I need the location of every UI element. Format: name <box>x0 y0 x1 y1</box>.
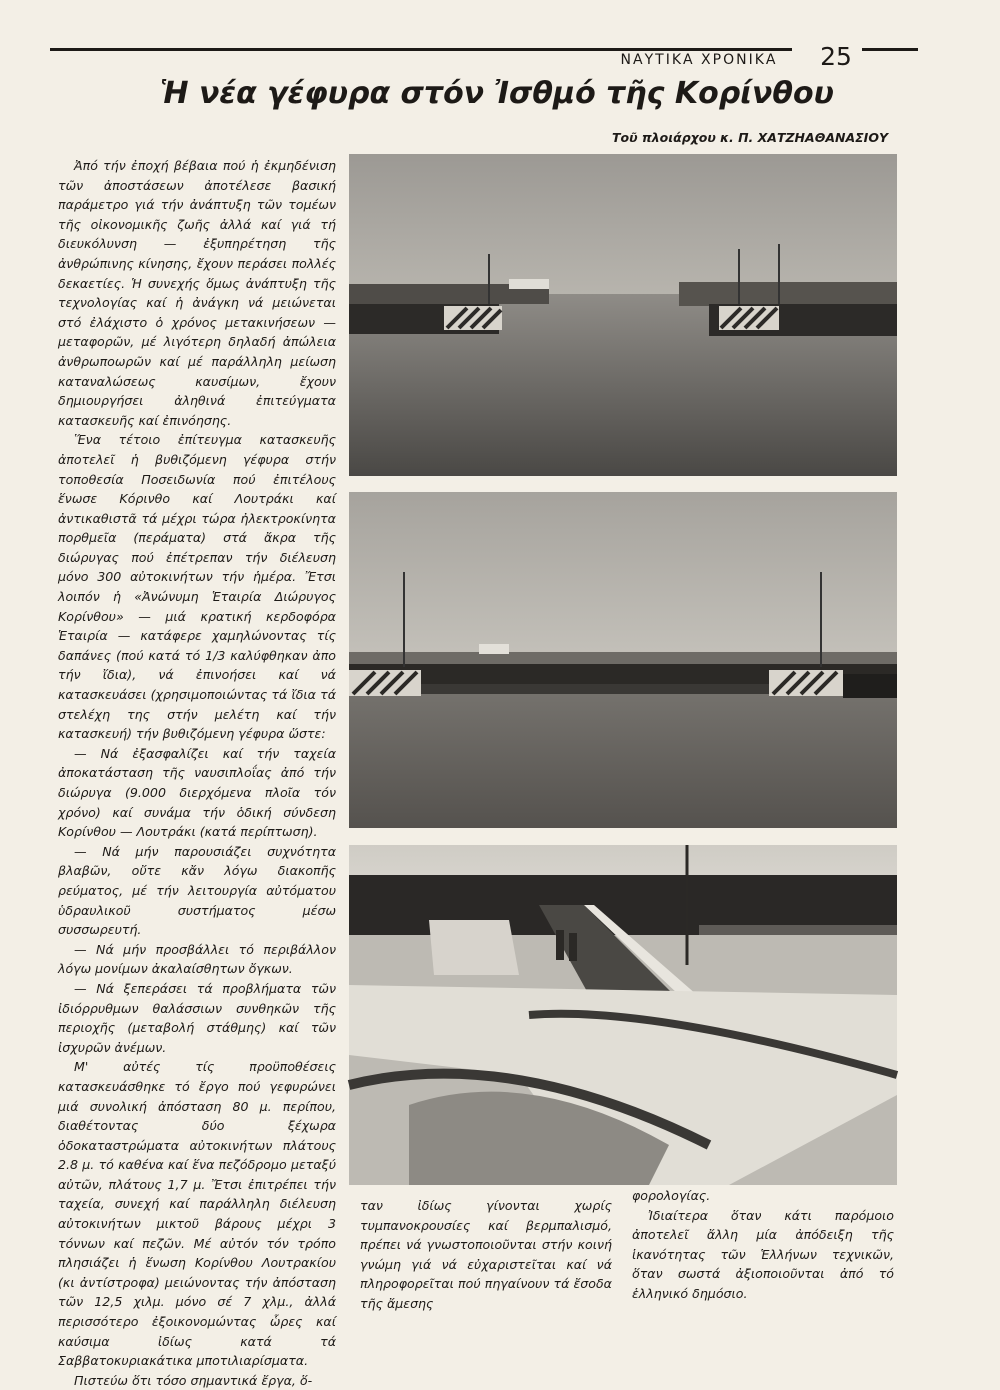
magazine-name: ΝΑΥΤΙΚΑ ΧΡΟΝΙΚΑ <box>620 52 778 68</box>
header-rule-left <box>50 48 792 51</box>
left-text-column <box>58 156 336 1388</box>
article-byline: Τοῦ πλοιάρχου κ. Π. ΧΑΤΖΗΑΘΑΝΑΣΙΟΥ <box>611 130 888 145</box>
header-rule-right <box>862 48 918 51</box>
paragraph: — Νά μήν προσβάλλει τό περιβάλλον λόγω μονίμων ἀκαλαίσθητων ὄγκων. <box>58 941 336 977</box>
paragraph: Μ' αὐτές τίς προϋποθέσεις κατασκευάσθηκε τό ἔργο πού γεφυρώνει μιά συνολική ἀπόσταση 80 μ. περίπου, διαθέτοντας δύο ξέχωρα ὁδοκαταστρώματα αὐτοκινήτων πλάτους 2.8 μ. τό καθένα καί ἕνα πεζόδρομο μεταξύ αὐτῶν, πλάτους 1,7 μ. Ἔτσι ἐπιτρέπει τήν ταχεία, συνεχή καί παράλληλη διέλευση αὐτοκινήτων μικτοῦ βάρους μέχρι 3 τόννων καί πεζῶν. Μέ αὐτόν τόν τρόπο πλησιάζει ἡ ἕνωση Κορίνθου Λουτρακίου (κι ἀντίστροφα) μειώνοντας τήν ἀπόσταση τῶν 12,5 χιλμ. μόνο σέ 7 χλμ., ἀλλά περισσότερο ἐξοικονομώντας ὧρες καί καύσιμα ἰδίως κατά τά Σαββατοκυριακάτικα μποτιλιαρίσματα. <box>58 1059 336 1369</box>
paragraph: — Νά ξεπεράσει τά προβλήματα τῶν ἰδιόρρυθμων θαλάσσιων συνθηκῶν τῆς περιοχῆς (μεταβολή στάθμης) καί τῶν ἰσχυρῶν ἀνέμων. <box>58 980 336 1055</box>
canal-photo-icon <box>349 154 897 476</box>
right-bottom-column <box>632 1186 894 1301</box>
page-number: 25 <box>820 42 852 71</box>
deck-photo-icon <box>349 845 897 1185</box>
paragraph: — Νά ἐξασφαλίζει καί τήν ταχεία ἀποκατάσταση τῆς ναυσιπλοΐας ἀπό τήν διώρυγα (9.000 διερχόμενα πλοῖα τόν χρόνο) καί συνάμα τήν ὁδική σύνδεση Κορίνθου — Λουτράκι (κατά περίπτωση). <box>58 745 336 840</box>
article-title: Ἡ νέα γέφυρα στόν Ἰσθμό τῆς Κορίνθου <box>160 76 834 111</box>
bridge-photo-icon <box>349 492 897 828</box>
paragraph: Ἕνα τέτοιο ἐπίτευγμα κατασκευῆς ἀποτελεῖ ἡ βυθιζόμενη γέφυρα στήν τοποθεσία Ποσειδωνία πού ἐπιτέλους ἕνωσε Κόρινθο καί Λουτράκι καί ἀντικαθιστᾶ τά μέχρι τώρα ἠλεκτροκίνητα πορθμεῖα (περάματα) στά ἄκρα τῆς διώρυγας πού ἐπέτρεπαν τήν διέλευση μόνο 300 αὐτοκινήτων τήν ἡμέρα. Ἔτσι λοιπόν ἡ «Ἀνώνυμη Ἑταιρία Διώρυγος Κορίνθου» — μιά κρατική κερδοφόρα Ἑταιρία — κατάφερε χαμηλώνοντας τίς δαπάνες (πού κατά τό 1/3 καλύφθηκαν ἀπο τήν ἴδια), νά ἐπινοήσει καί νά κατασκευάσει (χρησιμοποιώντας τά ἴδια τά στελέχη της στήν μελέτη καί τήν κατασκευή) τήν βυθιζόμενη γέφυρα ὥστε: <box>58 432 336 742</box>
paragraph: φορολογίας. <box>632 1188 711 1203</box>
paragraph: Πιστεύω ὅτι τόσο σημαντικά ἔργα, ὅ- <box>74 1372 313 1388</box>
middle-bottom-column <box>360 1196 612 1311</box>
paragraph: Ἀπό τήν ἐποχή βέβαια πού ἡ ἐκμηδένιση τῶν ἀποστάσεων ἀποτέλεσε βασική παράμετρο γιά τήν ἀνάπτυξη τῶν τομέων τῆς οἰκονομικῆς ζωῆς ἀλλά καί γιά τή διευκόλυνση — ἐξυπηρέτηση τῆς ἀνθρώπινης κίνησης, ἔχουν περάσει πολλές δεκαετίες. Ἡ συνεχής ὅμως ἀνάπτυξη τῆς τεχνολογίας καί ἡ ἀνάγκη νά μειώνεται στό ἐλάχιστο ὁ χρόνος μετακινήσεων — μεταφορῶν, μέ λιγότερη δηλαδή ἀπώλεια ἀνθρωποωρῶν καί μέ παράλληλη μείωση καταναλώσεως καυσίμων, ἔχουν δημιουργήσει ἀληθινά ἐπιτεύγματα κατασκευῆς καί ἐπινόησης. <box>58 158 336 428</box>
paragraph: ταν ἰδίως γίνονται χωρίς τυμπανοκρουσίες καί βερμπαλισμό, πρέπει νά γνωστοποιοῦνται στήν κοινή γνώμη γιά νά εὐχαριστεῖται καί νά πληροφορεῖται πού πηγαίνουν τά ἔσοδα τῆς ἄμεσης <box>360 1198 612 1311</box>
paragraph: Ἰδιαίτερα ὅταν κάτι παρόμοιο ἀποτελεῖ ἄλλη μία ἀπόδειξη τῆς ἱκανότητας τῶν Ἑλλήνων τεχνικῶν, ὅταν σωστά ἀξιοποιοῦνται ἀπό τό ἑλληνικό δημόσιο. <box>632 1207 894 1301</box>
paragraph: — Νά μήν παρουσιάζει συχνότητα βλαβῶν, οὔτε κἄν λόγω διακοπῆς ρεύματος, μέ τήν λειτουργία αὐτόματου ὑδραυλικοῦ συστήματος μέσω συσσωρευτή. <box>58 843 336 938</box>
